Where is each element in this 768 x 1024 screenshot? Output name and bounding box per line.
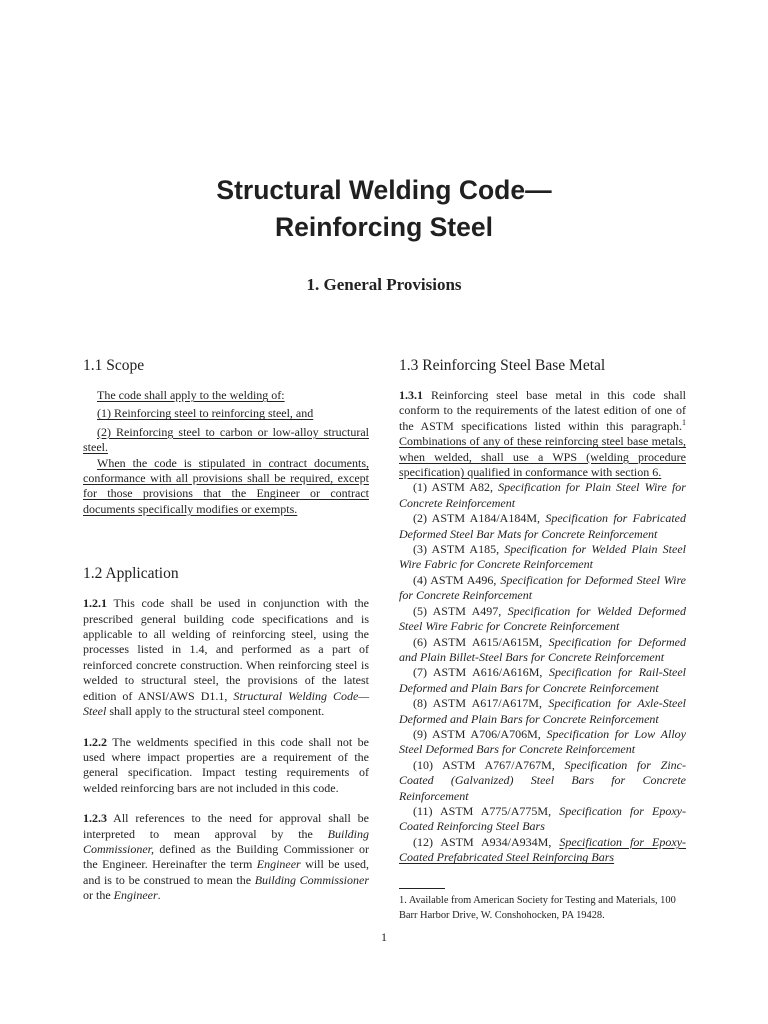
standard-number: (3) ASTM A185, xyxy=(413,542,500,557)
astm-standard-item xyxy=(399,635,686,666)
astm-standard-item xyxy=(399,480,686,511)
astm-standard-item xyxy=(399,758,686,804)
clause-number: 1.2.1 xyxy=(83,596,107,611)
standard-number: (9) ASTM A706/A706M, xyxy=(413,726,541,741)
clause-1-2-2: 1.2.2 The weldments specified in this code shall not be used where impact properties are a requirement of the general specification. Impact testing requirements of welded reinforcing bars are not included in this code. xyxy=(83,734,369,795)
standard-number: (10) ASTM A767/A767M, xyxy=(413,757,555,772)
standard-number: (2) ASTM A184/A184M, xyxy=(413,511,541,526)
astm-standard-item xyxy=(399,696,686,727)
clause-number: 1.3.1 xyxy=(399,388,423,402)
title-line-1: Structural Welding Code— xyxy=(216,175,552,205)
scope-intro: The code shall apply to the welding of: xyxy=(97,388,285,402)
left-column xyxy=(83,356,369,904)
astm-standard-item xyxy=(399,542,686,573)
footnote-marker: 1 xyxy=(682,417,686,427)
standard-number: (1) ASTM A82, xyxy=(413,480,493,495)
standard-number: (12) ASTM A934/A934M, xyxy=(413,834,552,849)
standard-number: (8) ASTM A617/A617M, xyxy=(413,696,542,711)
scope-heading: 1.1 Scope xyxy=(83,357,145,374)
standard-title: Specification for Welded Deformed Steel Wire Fabric for Concrete Reinforcement xyxy=(399,603,686,634)
standard-number: (5) ASTM A497, xyxy=(413,603,502,618)
astm-standard-item xyxy=(399,511,686,542)
standard-title: Specification for Epoxy-Coated Prefabricated Steel Reinforcing Bars xyxy=(399,834,687,865)
standard-number: (4) ASTM A496, xyxy=(413,572,497,587)
footnote: 1. Available from American Society for Testing and Materials, 100 Barr Harbor Drive, W. Conshohocken, PA 19428. xyxy=(399,894,676,921)
astm-standard-item xyxy=(399,573,686,604)
astm-standards-list xyxy=(399,480,686,865)
astm-standard-item xyxy=(399,804,686,835)
astm-standard-item xyxy=(399,727,686,758)
clause-1-2-3: 1.2.3 All references to the need for approval shall be interpreted to mean approval by the Building Commissioner, defined as the Building Commissioner or the Engineer. Hereinafter the term Engineer will be used, and is to be construed to mean the Building Commissioner or the Engineer. xyxy=(83,811,370,903)
scope-item-2: (2) Reinforcing steel to carbon or low-alloy structural steel. xyxy=(83,424,369,455)
standard-number: (6) ASTM A615/A615M, xyxy=(413,634,543,649)
standard-title: Specification for Rail-Steel Deformed and Plain Bars for Concrete Reinforcement xyxy=(399,665,687,695)
standard-title: Specification for Deformed Steel Wire for Concrete Reinforcement xyxy=(399,572,686,603)
right-column xyxy=(399,356,686,923)
clause-1-3-1: 1.3.1 Reinforcing steel base metal in this code shall conform to the requirements of the latest edition of one of the ASTM specifications listed within this paragraph.$^1$ Combinations of any of these reinforcing steel base metals, when welded, shall use a WPS (welding procedure specification) qualified in conformance with section 6. xyxy=(399,388,686,480)
astm-standard-item xyxy=(399,665,686,696)
application-heading: 1.2 Application xyxy=(83,565,179,583)
standard-title: Specification for Fabricated Deformed Steel Bar Mats for Concrete Reinforcement xyxy=(399,511,687,541)
footnote-rule xyxy=(399,888,445,889)
clause-number: 1.2.2 xyxy=(83,734,107,749)
standard-title: Specification for Welded Plain Steel Wire Fabric for Concrete Reinforcement xyxy=(399,542,686,572)
standard-title: Specification for Plain Steel Wire for Concrete Reinforcement xyxy=(399,480,686,510)
standard-title: Specification for Axle-Steel Deformed and Plain Bars for Concrete Reinforcement xyxy=(399,696,687,726)
base-metal-heading: 1.3 Reinforcing Steel Base Metal xyxy=(399,357,606,374)
standard-title: Specification for Zinc-Coated (Galvanized) Steel Bars for Concrete Reinforcement xyxy=(399,757,686,803)
page-title xyxy=(0,172,768,246)
standard-number: (7) ASTM A616/A616M, xyxy=(413,665,543,680)
scope-paragraph: When the code is stipulated in contract documents, conformance with all provisions shall be required, except for those provisions that the Engineer or contract documents specifically modifies or exempts. xyxy=(83,455,369,516)
title-line-2: Reinforcing Steel xyxy=(275,212,493,242)
standard-title: Specification for Low Alloy Steel Deformed Bars for Concrete Reinforcement xyxy=(399,726,686,757)
section-heading: 1. General Provisions xyxy=(306,275,462,294)
page-number: 1 xyxy=(381,930,387,944)
scope-item-1: (1) Reinforcing steel to reinforcing steel, and xyxy=(97,406,314,421)
clause-1-2-1: 1.2.1 This code shall be used in conjunction with the prescribed general building code specifications and is applicable to all welding of reinforcing steel, using the processes listed in 1.4, and performed as a part of reinforced concrete construction. When reinforcing steel is welded to structural steel, the provisions of the latest edition of ANSI/AWS D1.1, Structural Welding Code—Steel shall apply to the structural steel component. xyxy=(83,596,369,719)
clause-number: 1.2.3 xyxy=(83,811,107,826)
standard-number: (11) ASTM A775/A775M, xyxy=(413,803,552,818)
astm-standard-item xyxy=(399,604,686,635)
standard-title: Specification for Epoxy-Coated Reinforcing Steel Bars xyxy=(399,803,686,834)
astm-standard-item xyxy=(399,835,686,866)
standard-title: Specification for Deformed and Plain Billet-Steel Bars for Concrete Reinforcement xyxy=(399,634,687,664)
